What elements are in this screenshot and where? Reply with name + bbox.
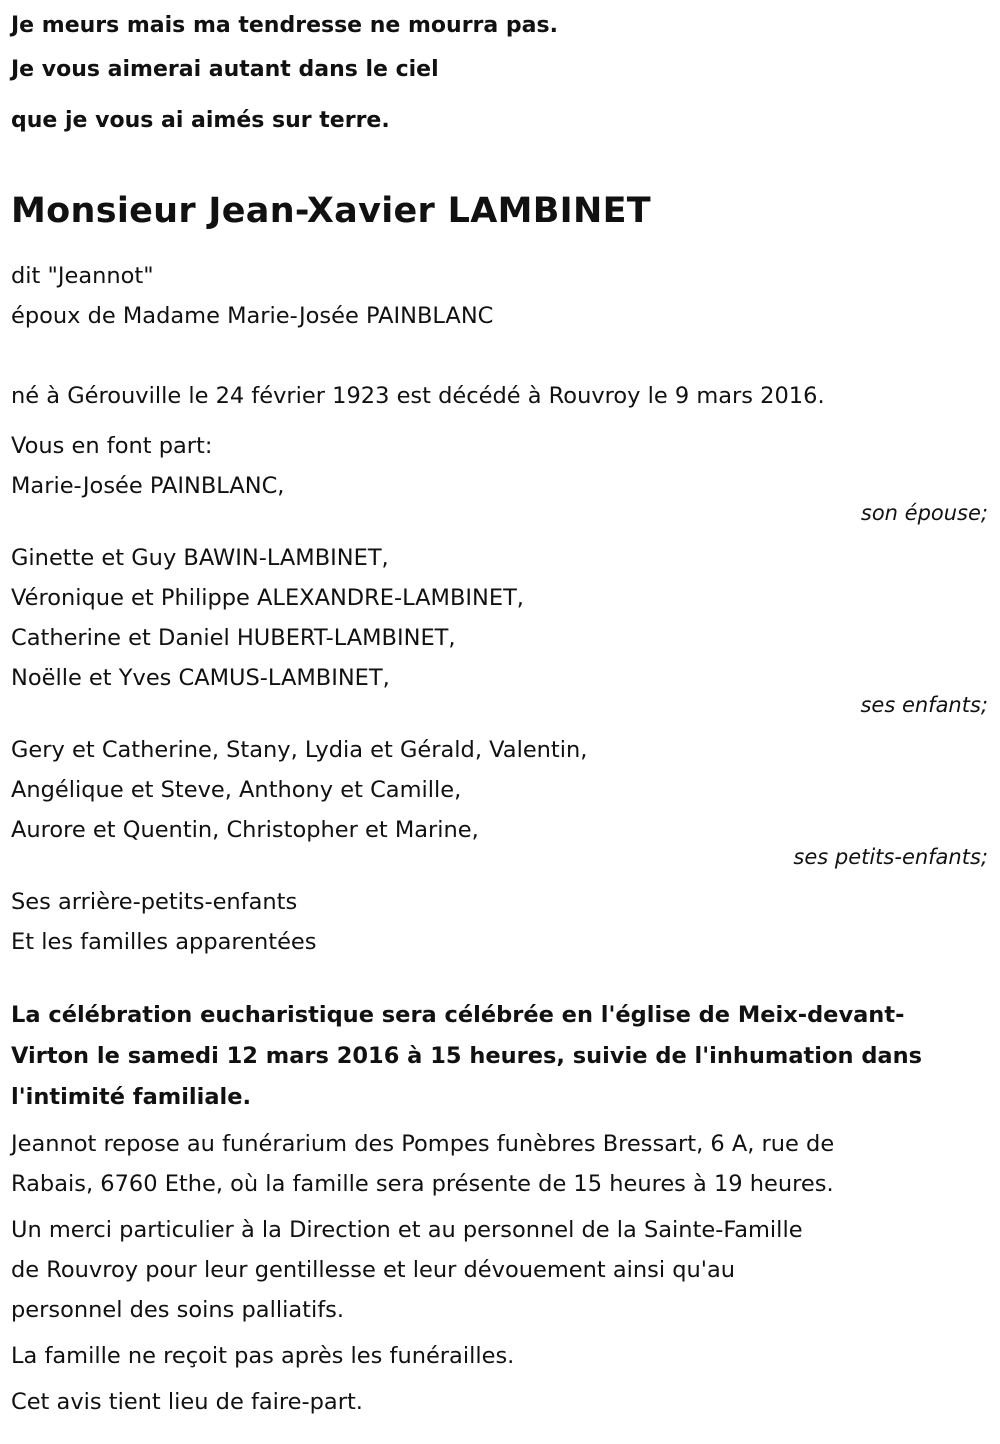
opening-verse	[11, 8, 988, 146]
verse-line: Je meurs mais ma tendresse ne mourra pas.	[11, 13, 558, 38]
family-announcement	[11, 426, 988, 506]
paragraph-line: Rabais, 6760 Ethe, où la famille sera présente de 15 heures à 19 heures.	[11, 1171, 834, 1197]
spouse-line: époux de Madame Marie-Josée PAINBLANC	[11, 303, 494, 329]
paragraph-line: Un merci particulier à la Direction et au personnel de la Sainte-Famille	[11, 1217, 803, 1243]
announce-line: Vous en font part:	[11, 433, 213, 459]
paragraph-line: personnel des soins palliatifs.	[11, 1297, 344, 1323]
paragraph-line: de Rouvroy pour leur gentillesse et leur dévouement ainsi qu'au	[11, 1257, 736, 1283]
other-family	[11, 882, 988, 962]
closing-note: Cet avis tient lieu de faire-part.	[11, 1389, 363, 1415]
verse-line: Je vous aimerai autant dans le ciel	[11, 57, 439, 82]
ceremony-paragraph	[11, 995, 988, 1118]
list-item: Gery et Catherine, Stany, Lydia et Gérald, Valentin,	[11, 737, 588, 763]
list-item: Ses arrière-petits-enfants	[11, 889, 298, 915]
ceremony-line: La célébration eucharistique sera célébrée en l'église de Meix-devant-	[11, 1002, 905, 1028]
list-item: Et les familles apparentées	[11, 929, 317, 955]
grandchildren-list	[11, 730, 988, 850]
ceremony-line: Virton le samedi 12 mars 2016 à 15 heures, suivie de l'inhumation dans	[11, 1043, 923, 1069]
children-list	[11, 538, 988, 698]
list-item: Catherine et Daniel HUBERT-LAMBINET,	[11, 625, 456, 651]
list-item: Véronique et Philippe ALEXANDRE-LAMBINET,	[11, 585, 524, 611]
thanks-paragraph	[11, 1210, 988, 1330]
ceremony-line: l'intimité familiale.	[11, 1084, 252, 1110]
spouse-name: Marie-Josée PAINBLANC,	[11, 473, 285, 499]
list-item: Angélique et Steve, Anthony et Camille,	[11, 777, 462, 803]
list-item: Noëlle et Yves CAMUS-LAMBINET,	[11, 665, 390, 691]
relation-spouse: son épouse;	[860, 501, 988, 525]
verse-line: que je vous ai aimés sur terre.	[11, 108, 390, 133]
deceased-name-title: Monsieur Jean-Xavier LAMBINET	[11, 191, 651, 231]
relation-children: ses enfants;	[860, 693, 988, 717]
relation-grandchildren: ses petits-enfants;	[793, 845, 988, 869]
funerarium-paragraph	[11, 1124, 988, 1204]
birth-death-line: né à Gérouville le 24 février 1923 est décédé à Rouvroy le 9 mars 2016.	[11, 383, 825, 409]
no-reception-note: La famille ne reçoit pas après les funérailles.	[11, 1343, 515, 1369]
nickname: dit "Jeannot"	[11, 263, 154, 289]
paragraph-line: Jeannot repose au funérarium des Pompes funèbres Bressart, 6 A, rue de	[11, 1131, 835, 1157]
deceased-details	[11, 256, 988, 336]
list-item: Ginette et Guy BAWIN-LAMBINET,	[11, 545, 389, 571]
list-item: Aurore et Quentin, Christopher et Marine,	[11, 817, 479, 843]
